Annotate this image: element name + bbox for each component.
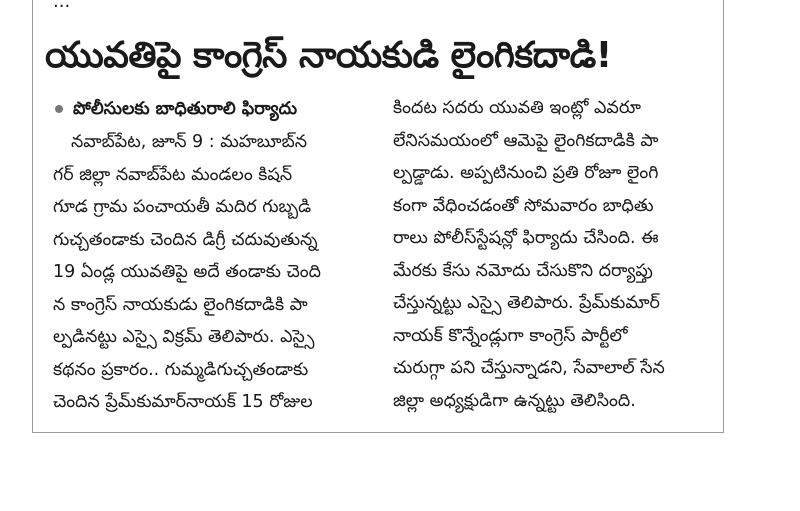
body-line: గుచ్చతండాకు చెందిన డిగ్రీ చదువుతున్న — [53, 229, 318, 250]
subheading-text: పోలీసులకు బాధితురాలి ఫిర్యాదు — [73, 98, 298, 119]
previous-article-fragment: ... — [53, 0, 71, 12]
body-line: గూడ గ్రామ పంచాయతీ మదిర గుబ్బడి — [53, 197, 312, 217]
body-line: నవాబ్‌పేట, జూన్ 9 : మహబూబ్‌న — [71, 132, 308, 152]
right-column — [393, 92, 711, 417]
body-line: జిల్లా అధ్యక్షుడిగా ఉన్నట్టు తెలిసింది. — [393, 390, 636, 411]
body-line: చురుగ్గా పని చేస్తున్నాడని, సేవాలాల్ సేన — [393, 358, 665, 378]
body-line: నాయక్ కొన్నేండ్లుగా కాంగ్రెస్ పార్టీలో — [393, 325, 628, 346]
bullet-icon — [55, 105, 63, 113]
body-line: రాలు పోలీస్‌స్టేషన్లో ఫిర్యాదు చేసింది. ఈ — [393, 228, 659, 248]
subheading — [53, 92, 388, 126]
body-line: ల్పడ్డాడు. అప్పటినుంచి ప్రతి రోజూ లైంగి — [393, 163, 659, 183]
headline: యువతిపై కాంగ్రెస్ నాయకుడి లైంగికదాడి! — [45, 35, 612, 76]
body-line: కిందట సదరు యువతి ఇంట్లో ఎవరూ — [393, 98, 641, 118]
body-line: 19 ఏండ్ల యువతిపై అదే తండాకు చెంది — [53, 262, 322, 282]
body-line: ల్పడినట్టు ఎస్సై విక్రమ్ తెలిపారు. ఎస్సై — [53, 327, 315, 347]
body-line: గర్ జిల్లా నవాబ్‌పేట మండలం కిషన్ — [53, 164, 293, 185]
body-line: కథనం ప్రకారం.. గుమ్మడిగుచ్చతండాకు — [53, 359, 309, 380]
news-clipping — [32, 0, 724, 433]
body-line: చెందిన ప్రేమ్‌కుమార్‌నాయక్ 15 రోజుల — [53, 392, 313, 412]
left-column — [53, 92, 388, 419]
body-line: మేరకు కేసు నమోదు చేసుకొని దర్యాప్తు — [393, 260, 653, 281]
body-line: చేస్తున్నట్టు ఎస్సై తెలిపారు. ప్రేమ్‌కుమార్ — [393, 293, 660, 313]
body-line: న కాంగ్రెస్ నాయకుడు లైంగికదాడికి పా — [53, 294, 308, 315]
body-line: కంగా వేధించడంతో సోమవారం బాధితు — [393, 195, 654, 216]
body-line: లేనిసమయంలో ఆమెపై లైంగికదాడికి పా — [393, 130, 659, 151]
